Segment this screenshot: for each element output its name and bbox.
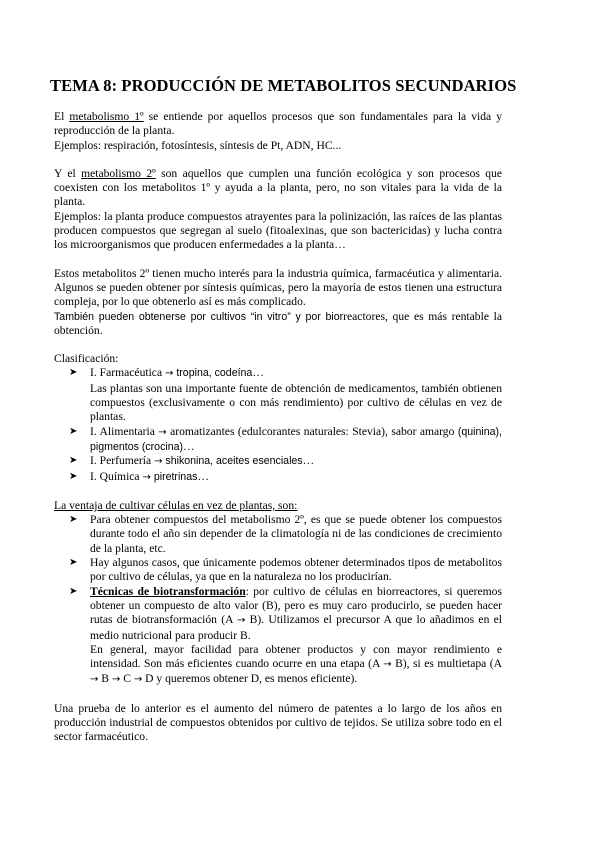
paragraph-metabolismo-primario [54,110,502,139]
examples-primario: Ejemplos: respiración, fotosíntesis, síntesis de Pt, ADN, HC... [54,138,342,152]
arrowhead-bullet-icon: ➤ [69,425,78,437]
text-span: Y el [54,166,82,180]
arrow-right-icon: → [154,456,163,468]
text-span: I. Química [90,469,143,483]
text-span: … [302,454,315,468]
paragraph-interes-industrial: Estos metabolitos 2º tienen mucho interés para la industria química, farmacéutica y alimentaria. Algunos se pueden obtener por síntesis químicas, pero la mayoría de estos tienen una estructura compleja, por lo que obtenerlo así es más complicado. [54,266,502,309]
text-span: C [120,672,134,686]
list-item-alimentaria [54,425,502,455]
list-item-quimica [54,470,502,485]
text-span: B), si es multietapa (A [391,657,502,671]
arrowhead-bullet-icon: ➤ [69,455,78,467]
text-span: aromatizantes (edulcorantes naturales: Stevia), sabor amargo [166,424,458,438]
list-item-farmaceutica [54,366,502,424]
arrow-right-icon: → [111,674,121,686]
text-span: son aquellos que cumplen una función ecológica y son procesos que coexisten con los metabolitos 1º y ayuda a la planta, pero, no son vitales para la vida de la planta. [54,166,503,209]
arrowhead-bullet-icon: ➤ [69,367,78,379]
arrow-right-icon: → [158,426,167,438]
text-span: shikonina, aceites esenciales [162,455,303,468]
text-span: Para obtener compuestos del metabolismo 2º, es que se puede obtener los compuestos durante todo el año sin depender de la climatología ni de las condiciones de crecimiento de la planta, etc. [90,513,502,555]
classification-list [54,366,502,484]
text-span: D y queremos obtener D, es menos eficiente). [142,672,358,686]
examples-secundario: Ejemplos: la planta produce compuestos atrayentes para la polinización, las raíces de las plantas producen compuestos que segregan al suelo (fitoalexinas, que son bactericidas) y lucha contra los microorganismos que producen enfermedades a la planta… [54,209,502,252]
text-span: tropina, codeína [173,367,253,380]
closing-paragraph: Una prueba de lo anterior es el aumento del número de patentes a lo largo de los años en producción industrial de compuestos obtenidos por cultivo de tejidos. Se utiliza sobre todo en el sector farmacéutico. [54,701,502,744]
arrowhead-bullet-icon: ➤ [69,514,78,526]
term-metabolismo-2: metabolismo 2º [81,166,156,180]
text-span: … [197,469,209,483]
text-span: (quinina), pigmentos (crocina) [90,425,502,453]
text-span: … [183,439,195,453]
document-body [54,110,502,745]
arrow-right-icon: → [383,659,392,671]
advantages-list [54,513,502,688]
advantages-heading: La ventaja de cultivar células en vez de plantas, son: [54,498,298,512]
arrowhead-bullet-icon: ➤ [69,470,78,482]
term-metabolismo-1: metabolismo 1º [69,110,144,123]
text-span: También pueden obtenerse por cultivos “in vitro” y por bior [54,310,344,323]
arrow-right-icon: → [237,615,246,627]
text-span: … [252,366,264,380]
text-span: B). Utilizamos el precursor A que lo añadimos en el medio nutricional para producir B. [90,613,502,642]
list-item-perfumeria [54,454,502,469]
arrow-right-icon: → [142,471,151,483]
text-span: se entiende por aquellos procesos que son fundamentales para la vida y reproducción de la planta. [54,110,503,138]
list-item-advantage-1 [54,513,502,556]
list-item-biotransformacion [54,585,502,688]
arrow-right-icon: → [165,368,174,380]
page-title: TEMA 8: PRODUCCIÓN DE METABOLITOS SECUNDARIOS [50,76,517,95]
paragraph-metabolismo-secundario [54,167,502,210]
text-span: reactores, que es más rentable la obtención. [54,309,503,337]
text-span: Hay algunos casos, que únicamente podemos obtener determinados tipos de metabolitos por cultivo de células, ya que en la naturaleza no los producirían. [90,556,502,584]
text-span: I. Farmacéutica [90,366,165,380]
text-span: piretrinas [150,470,198,483]
text-span: En general, mayor facilidad para obtener productos y con mayor rendimiento e intensidad. Son más eficientes cuando ocurre en una etapa (A [90,642,502,671]
text-span: I. Perfumería [90,454,155,468]
text-span: B [98,672,112,686]
text-span: El [54,110,70,123]
classification-heading: Clasificación: [54,352,119,366]
arrow-right-icon: → [133,674,143,686]
paragraph-cultivos-in-vitro [54,310,502,339]
arrowhead-bullet-icon: ➤ [69,585,78,597]
arrow-right-icon: → [90,674,99,686]
arrowhead-bullet-icon: ➤ [69,557,78,569]
farmaceutica-detail: Las plantas son una importante fuente de obtención de medicamentos, también obtienen compuestos (exclusivamente o con más rendimiento) por cultivo de células en vez de plantas. [90,381,502,424]
list-item-advantage-2 [54,556,502,585]
term-biotransformacion: Técnicas de biotransformación [90,584,246,598]
biotransformacion-general [90,643,502,688]
text-span: : por cultivo de células en biorreactores, si queremos obtener un compuesto de alto valor (B), pero es muy caro producirlo, se pueden hacer rutas de biotransformación (A [90,584,502,627]
text-span: I. Alimentaria [90,424,159,438]
